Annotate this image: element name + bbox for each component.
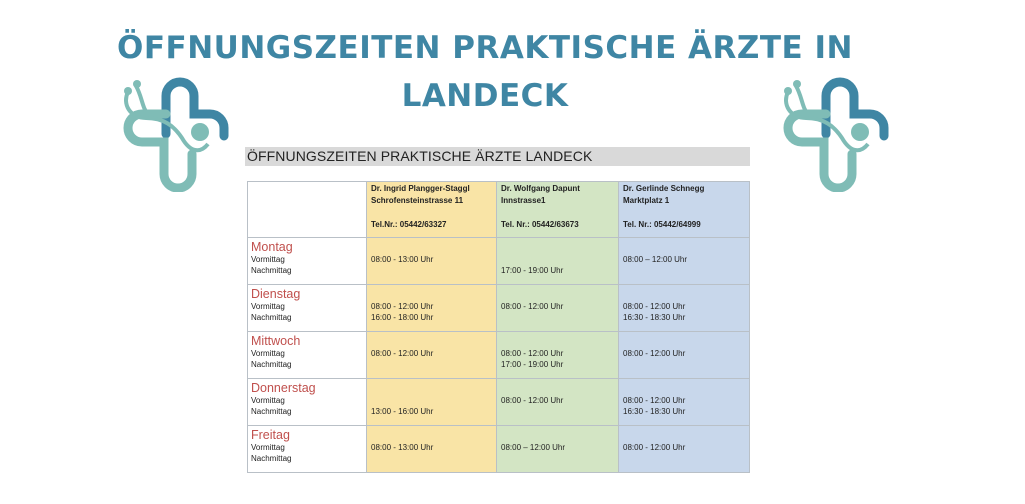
medical-cross-stethoscope-icon [768, 74, 892, 192]
table-header-row [248, 182, 750, 238]
doctor-name: Dr. Gerlinde Schnegg [623, 184, 705, 193]
morning-label: Vormittag [251, 255, 285, 264]
afternoon-label: Nachmittag [251, 360, 292, 369]
afternoon-label: Nachmittag [251, 454, 292, 463]
morning-hours: 08:00 - 13:00 Uhr [371, 443, 434, 452]
hours-cell [367, 238, 497, 285]
doctor-header-plangger-staggl [367, 182, 497, 238]
afternoon-label: Nachmittag [251, 266, 292, 275]
day-label-cell [248, 285, 367, 332]
day-name: Montag [251, 240, 293, 254]
doctor-address: Schrofensteinstrasse 11 [371, 196, 464, 205]
day-label-cell [248, 379, 367, 426]
doctor-header-dapunt [497, 182, 619, 238]
hours-cell [497, 379, 619, 426]
table-row-donnerstag [248, 379, 750, 426]
opening-hours-table [247, 181, 750, 473]
table-row-dienstag [248, 285, 750, 332]
morning-hours: 08:00 - 12:00 Uhr [623, 349, 686, 358]
hours-cell [367, 285, 497, 332]
afternoon-hours: 17:00 - 19:00 Uhr [501, 360, 564, 369]
morning-hours: 08:00 - 12:00 Uhr [623, 443, 686, 452]
day-name: Donnerstag [251, 381, 316, 395]
hours-cell [619, 238, 750, 285]
doctor-address: Innstrasse1 [501, 196, 546, 205]
morning-hours: 08:00 - 12:00 Uhr [623, 396, 686, 405]
hours-cell [619, 285, 750, 332]
morning-label: Vormittag [251, 349, 285, 358]
doctor-address: Marktplatz 1 [623, 196, 670, 205]
morning-hours: 08:00 – 12:00 Uhr [501, 443, 566, 452]
day-name: Dienstag [251, 287, 301, 301]
morning-hours: 08:00 - 13:00 Uhr [371, 255, 434, 264]
afternoon-hours: 16:30 - 18:30 Uhr [623, 313, 686, 322]
morning-label: Vormittag [251, 302, 285, 311]
hours-cell [367, 332, 497, 379]
morning-label: Vormittag [251, 443, 285, 452]
table-row-montag [248, 238, 750, 285]
page-title-line-2: LANDECK [401, 78, 569, 114]
hours-cell [497, 332, 619, 379]
afternoon-hours: 17:00 - 19:00 Uhr [501, 266, 564, 275]
morning-hours: 08:00 - 12:00 Uhr [501, 302, 564, 311]
hours-cell [367, 379, 497, 426]
doctor-header-schnegg [619, 182, 750, 238]
afternoon-hours: 13:00 - 16:00 Uhr [371, 407, 434, 416]
morning-hours: 08:00 - 12:00 Uhr [501, 349, 564, 358]
day-label-cell [248, 426, 367, 473]
table-row-freitag [248, 426, 750, 473]
document-heading: ÖFFNUNGSZEITEN PRAKTISCHE ÄRZTE LANDECK [245, 147, 750, 166]
hours-cell [497, 426, 619, 473]
morning-hours: 08:00 - 12:00 Uhr [501, 396, 564, 405]
afternoon-label: Nachmittag [251, 313, 292, 322]
day-label-cell [248, 332, 367, 379]
day-name: Freitag [251, 428, 290, 442]
afternoon-label: Nachmittag [251, 407, 292, 416]
morning-hours: 08:00 - 12:00 Uhr [371, 349, 434, 358]
hours-cell [619, 379, 750, 426]
doctor-phone: Tel. Nr.: 05442/64999 [623, 220, 701, 229]
doctor-phone: Tel.Nr.: 05442/63327 [371, 220, 447, 229]
medical-cross-stethoscope-icon [108, 74, 232, 192]
empty-corner-cell [248, 182, 367, 238]
doctor-name: Dr. Ingrid Plangger-Staggl [371, 184, 470, 193]
hours-cell [619, 426, 750, 473]
morning-label: Vormittag [251, 396, 285, 405]
morning-hours: 08:00 - 12:00 Uhr [371, 302, 434, 311]
day-name: Mittwoch [251, 334, 301, 348]
table-row-mittwoch [248, 332, 750, 379]
morning-hours: 08:00 - 12:00 Uhr [623, 302, 686, 311]
doctor-phone: Tel. Nr.: 05442/63673 [501, 220, 579, 229]
hours-cell [367, 426, 497, 473]
hours-cell [497, 238, 619, 285]
day-label-cell [248, 238, 367, 285]
afternoon-hours: 16:30 - 18:30 Uhr [623, 407, 686, 416]
hours-cell [497, 285, 619, 332]
page-title-line-1: ÖFFNUNGSZEITEN PRAKTISCHE ÄRZTE IN [117, 30, 853, 66]
doctor-name: Dr. Wolfgang Dapunt [501, 184, 580, 193]
hours-cell [619, 332, 750, 379]
morning-hours: 08:00 – 12:00 Uhr [623, 255, 688, 264]
afternoon-hours: 16:00 - 18:00 Uhr [371, 313, 434, 322]
